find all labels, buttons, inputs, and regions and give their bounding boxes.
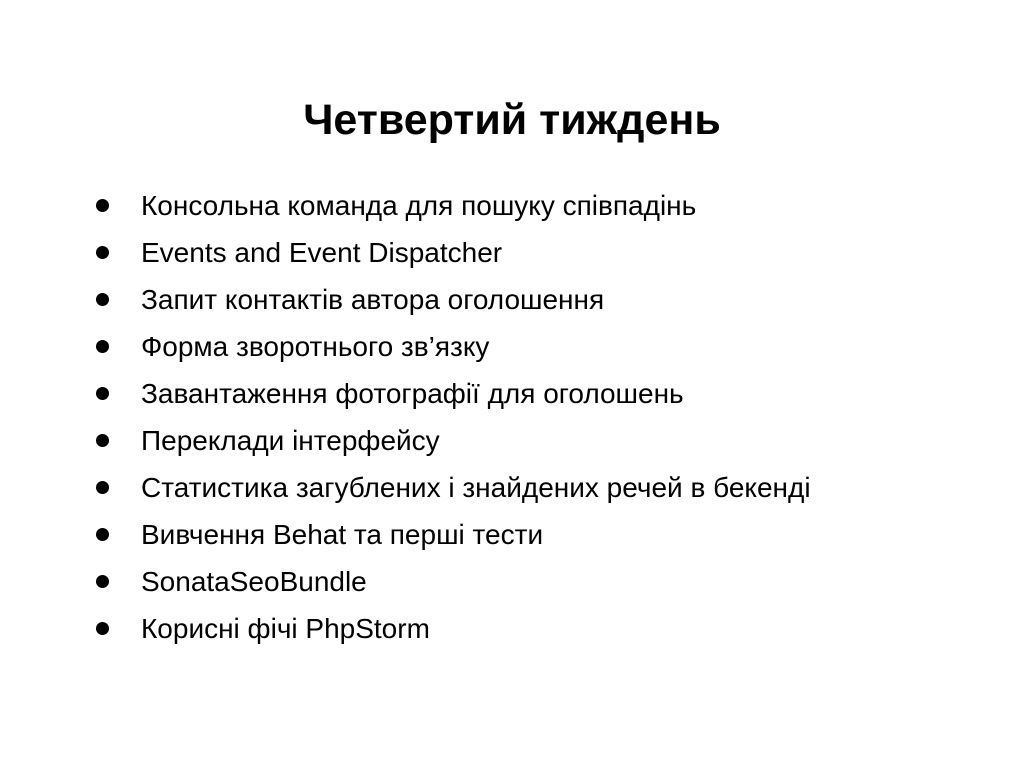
- slide-title: Четвертий тиждень: [303, 96, 721, 144]
- bullet-text: Events and Event Dispatcher: [141, 237, 503, 268]
- bullet-icon: [96, 340, 109, 353]
- bullet-item: [96, 323, 916, 370]
- bullet-item: [96, 558, 916, 605]
- bullet-item: [96, 417, 916, 464]
- bullet-icon: [96, 434, 109, 447]
- bullet-text: Форма зворотнього зв’язку: [141, 331, 490, 362]
- bullet-text: Статистика загублених і знайдених речей в бекенді: [141, 472, 811, 503]
- bullet-text: Корисні фічі PhpStorm: [141, 613, 430, 644]
- bullet-text: SonataSeoBundle: [141, 566, 367, 597]
- bullet-icon: [96, 246, 109, 259]
- bullet-icon: [96, 199, 109, 212]
- bullet-list: [96, 182, 916, 652]
- bullet-icon: [96, 387, 109, 400]
- bullet-item: [96, 276, 916, 323]
- bullet-item: [96, 511, 916, 558]
- bullet-item: [96, 464, 916, 511]
- bullet-icon: [96, 481, 109, 494]
- bullet-text: Вивчення Behat та перші тести: [141, 519, 544, 550]
- bullet-text: Завантаження фотографії для оголошень: [141, 378, 684, 409]
- bullet-icon: [96, 575, 109, 588]
- bullet-item: [96, 182, 916, 229]
- bullet-icon: [96, 528, 109, 541]
- bullet-item: [96, 370, 916, 417]
- bullet-icon: [96, 293, 109, 306]
- bullet-text: Переклади інтерфейсу: [141, 425, 440, 456]
- bullet-item: [96, 605, 916, 652]
- bullet-icon: [96, 622, 109, 635]
- bullet-text: Консольна команда для пошуку співпадінь: [141, 190, 697, 221]
- bullet-text: Запит контактів автора оголошення: [141, 284, 605, 315]
- bullet-item: [96, 229, 916, 276]
